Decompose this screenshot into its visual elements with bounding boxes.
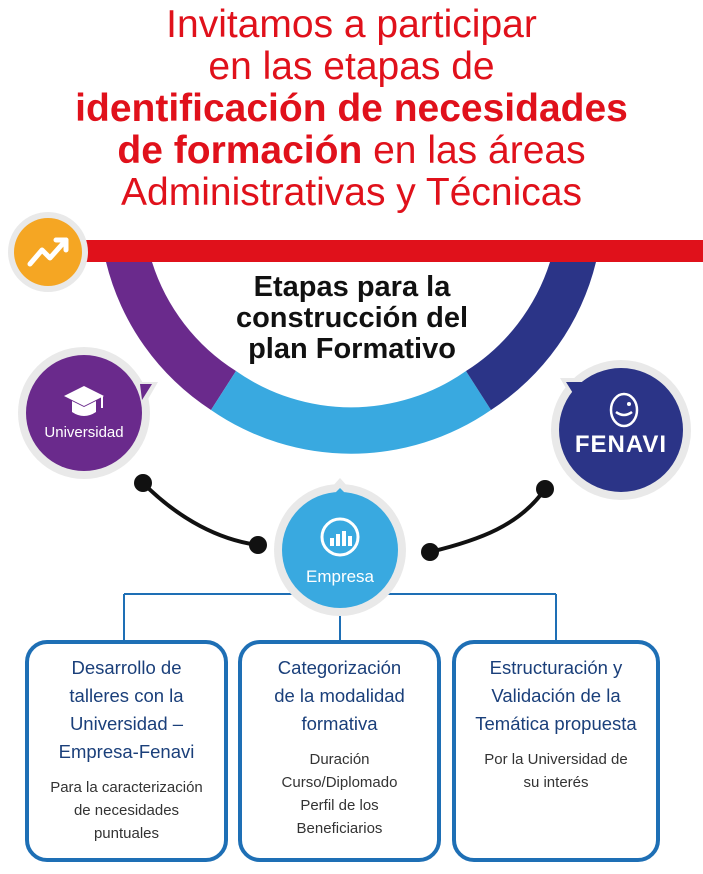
empresa-label: Empresa bbox=[305, 567, 375, 586]
desc-line: Por la Universidad de bbox=[484, 751, 628, 768]
headline bbox=[0, 4, 703, 214]
fenavi-label: FENAVI bbox=[574, 431, 668, 458]
stage-box-description bbox=[242, 748, 437, 840]
title-line: Temática propuesta bbox=[475, 713, 637, 734]
headline-line-1: Invitamos a participar bbox=[166, 3, 537, 46]
title-line: de la modalidad bbox=[274, 685, 405, 706]
stage-box-title bbox=[242, 654, 437, 738]
red-banner-bar bbox=[50, 240, 703, 262]
desc-line: Perfil de los bbox=[300, 797, 379, 814]
connector-dot bbox=[421, 543, 439, 561]
stage-box-description bbox=[456, 748, 656, 794]
ring-segment-light-blue bbox=[211, 371, 491, 454]
desc-line: su interés bbox=[523, 774, 589, 791]
fenavi-badge bbox=[551, 360, 691, 500]
headline-line-4-bold: de formación bbox=[117, 129, 363, 172]
connector-dot bbox=[249, 536, 267, 554]
stage-box-3 bbox=[452, 640, 660, 862]
desc-line: Para la caracterización bbox=[50, 779, 203, 796]
empresa-badge bbox=[274, 478, 406, 616]
title-line: formativa bbox=[301, 713, 378, 734]
trend-badge bbox=[8, 212, 88, 292]
universidad-label: Universidad bbox=[44, 424, 124, 441]
stage-box-1 bbox=[25, 640, 228, 862]
headline-line-5: Administrativas y Técnicas bbox=[121, 171, 582, 214]
title-line: Universidad – bbox=[69, 713, 184, 734]
center-title-line: plan Formativo bbox=[248, 333, 456, 365]
headline-line-3: identificación de necesidades bbox=[75, 87, 628, 130]
connector-dot bbox=[536, 480, 554, 498]
headline-line-4 bbox=[0, 130, 703, 172]
headline-line-4-rest: en las áreas bbox=[362, 129, 586, 172]
desc-line: puntuales bbox=[93, 825, 160, 842]
title-line: Estructuración y bbox=[489, 657, 623, 678]
desc-line: Curso/Diplomado bbox=[281, 774, 398, 791]
headline-line-2: en las etapas de bbox=[208, 45, 495, 88]
desc-line: de necesidades bbox=[73, 802, 180, 819]
desc-line: Duración bbox=[309, 751, 370, 768]
desc-line: Beneficiarios bbox=[296, 820, 383, 837]
stage-box-description bbox=[29, 776, 224, 845]
title-line: Validación de la bbox=[491, 685, 621, 706]
center-title bbox=[192, 272, 512, 365]
center-title-line: Etapas para la bbox=[253, 271, 451, 303]
universidad-badge bbox=[18, 347, 158, 479]
title-line: Categorización bbox=[277, 657, 402, 678]
title-line: Desarrollo de bbox=[71, 657, 182, 678]
stage-box-title bbox=[456, 654, 656, 738]
connector-dot bbox=[134, 474, 152, 492]
title-line: talleres con la bbox=[69, 685, 184, 706]
title-line: Empresa-Fenavi bbox=[58, 741, 195, 762]
stage-box-2 bbox=[238, 640, 441, 862]
stage-box-title bbox=[29, 654, 224, 766]
center-title-line: construcción del bbox=[235, 302, 469, 334]
